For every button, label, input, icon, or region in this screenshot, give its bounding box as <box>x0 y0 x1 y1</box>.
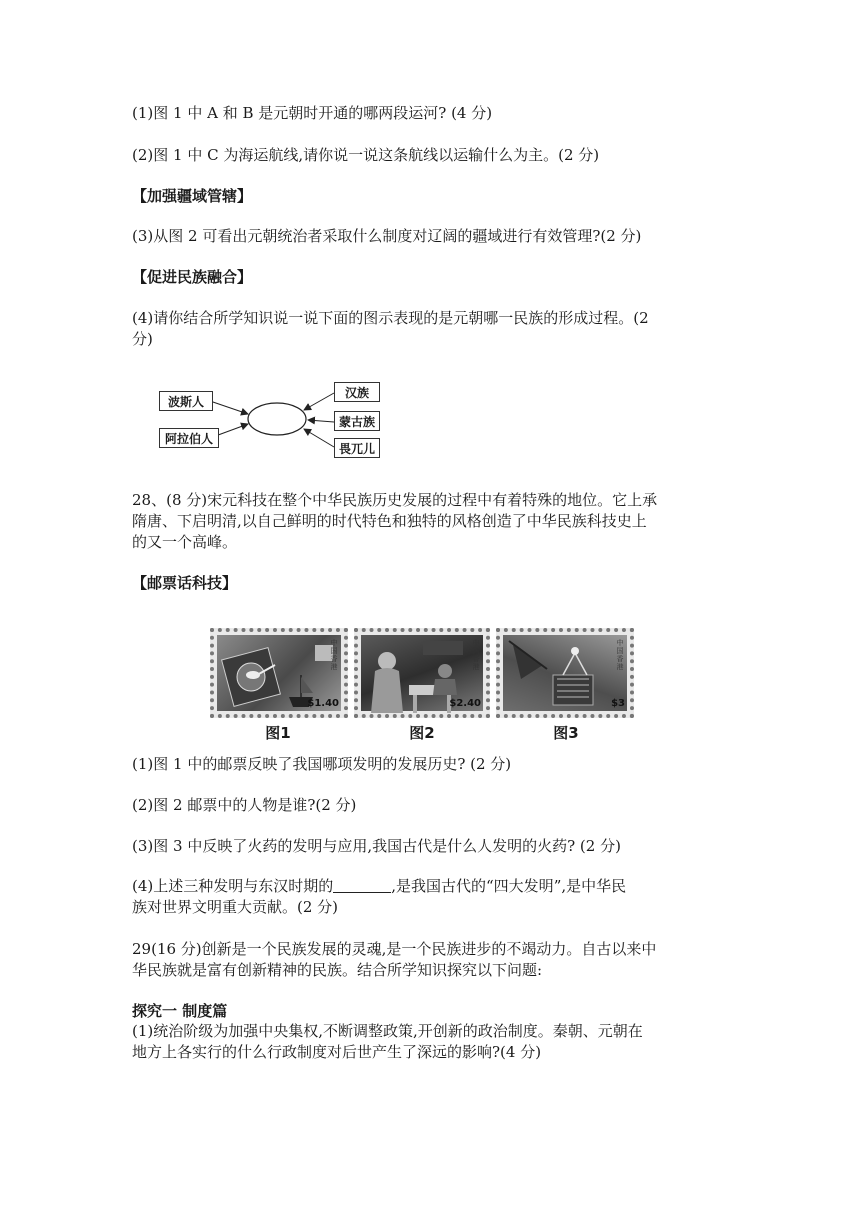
stamp-3-value: $3 <box>611 698 625 709</box>
question-28-line3: 的又一个高峰。 <box>132 533 238 551</box>
center-ellipse <box>248 403 306 435</box>
question-29-line3: (1)统治阶级为加强中央集权,不断调整政策,开创新的政治制度。秦朝、元朝在 <box>132 1022 643 1040</box>
stamp-2-caption: 图2 <box>409 724 435 742</box>
section-heading-ethnic: 【促进民族融合】 <box>132 268 253 286</box>
stamp-2-country: 中国香港 <box>472 639 480 671</box>
stamp-question-4-pre: (4)上述三种发明与东汉时期的 <box>132 877 334 895</box>
section-heading-explore: 探究一 制度篇 <box>132 1002 228 1020</box>
box-mongol: 蒙古族 <box>334 411 380 431</box>
question-28-line2: 隋唐、下启明清,以自己鲜明的时代特色和独特的风格创造了中华民族科技史上 <box>132 512 647 530</box>
section-heading-stamps: 【邮票话科技】 <box>132 574 238 592</box>
stamp-1 <box>210 628 348 718</box>
question-2: (2)图 1 中 C 为海运航线,请你说一说这条航线以运输什么为主。(2 分) <box>132 146 600 164</box>
stamp-question-3: (3)图 3 中反映了火药的发明与应用,我国古代是什么人发明的火药? (2 分) <box>132 837 621 855</box>
stamp-question-4-post: ,是我国古代的“四大发明”,是中华民 <box>391 877 627 895</box>
question-29-line4: 地方上各实行的什么行政制度对后世产生了深远的影响?(4 分) <box>132 1043 542 1061</box>
question-4-line1: (4)请你结合所学知识说一说下面的图示表现的是元朝哪一民族的形成过程。(2 <box>132 309 649 327</box>
stamp-1-value: $1.40 <box>307 698 339 709</box>
box-persian: 波斯人 <box>159 391 213 411</box>
ethnic-formation-diagram <box>156 380 396 462</box>
stamp-1-country: 中国香港 <box>330 639 338 671</box>
stamp-question-2: (2)图 2 邮票中的人物是谁?(2 分) <box>132 796 357 814</box>
box-han: 汉族 <box>334 382 380 402</box>
stamp-figures <box>210 628 634 746</box>
question-28-line1: 28、(8 分)宋元科技在整个中华民族历史发展的过程中有着特殊的地位。它上承 <box>132 491 658 509</box>
stamp-2-value: $2.40 <box>449 698 481 709</box>
question-3: (3)从图 2 可看出元朝统治者采取什么制度对辽阔的疆域进行有效管理?(2 分) <box>132 227 642 245</box>
stamp-question-4-line2: 族对世界文明重大贡献。(2 分) <box>132 898 339 916</box>
stamp-3-country: 中国香港 <box>616 639 624 671</box>
stamp-question-4-line1 <box>132 876 626 896</box>
question-29-line1: 29(16 分)创新是一个民族发展的灵魂,是一个民族进步的不竭动力。自古以来中 <box>132 940 657 958</box>
stamp-3 <box>496 628 634 718</box>
section-heading-territory: 【加强疆域管辖】 <box>132 187 253 205</box>
stamp-3-caption: 图3 <box>553 724 579 742</box>
question-29-line2: 华民族就是富有创新精神的民族。结合所学知识探究以下问题: <box>132 961 543 979</box>
question-1: (1)图 1 中 A 和 B 是元朝时开通的哪两段运河? (4 分) <box>132 104 493 122</box>
stamp-1-caption: 图1 <box>265 724 291 742</box>
box-uyghur: 畏兀儿 <box>334 438 380 458</box>
question-4-line2: 分) <box>132 330 153 348</box>
box-arab: 阿拉伯人 <box>159 428 219 448</box>
stamp-question-1: (1)图 1 中的邮票反映了我国哪项发明的发展历史? (2 分) <box>132 755 512 773</box>
stamp-2 <box>354 628 490 718</box>
answer-blank[interactable] <box>333 878 391 893</box>
